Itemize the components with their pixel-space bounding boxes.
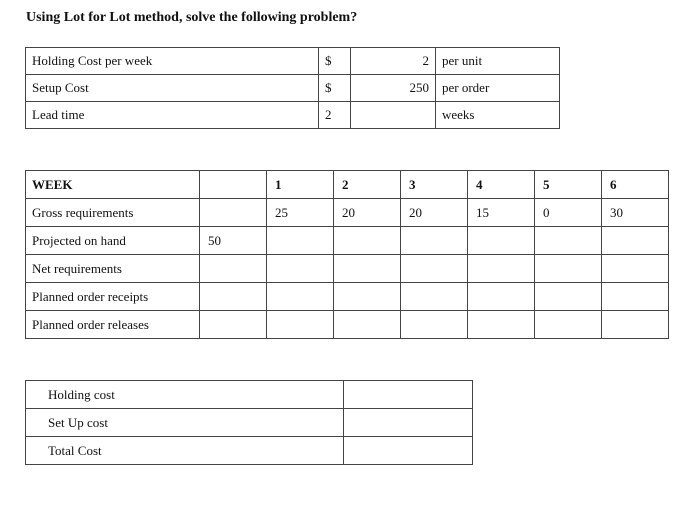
- initial-cell[interactable]: [200, 199, 267, 227]
- cost-row-setup: [26, 409, 473, 437]
- week-cell[interactable]: [401, 255, 468, 283]
- mrp-header-row: [26, 171, 669, 199]
- week-cell[interactable]: 20: [334, 199, 401, 227]
- week-cell[interactable]: [334, 283, 401, 311]
- week-cell[interactable]: [334, 255, 401, 283]
- week-cell[interactable]: [535, 227, 602, 255]
- cost-row-holding: [26, 381, 473, 409]
- week-number: 4: [468, 171, 535, 199]
- week-cell[interactable]: [468, 255, 535, 283]
- on-hand-header-cell: [200, 171, 267, 199]
- initial-cell[interactable]: [200, 311, 267, 339]
- week-cell[interactable]: [334, 227, 401, 255]
- param-row-holding: [26, 48, 560, 75]
- cost-label: Holding cost: [26, 381, 344, 409]
- param-row-setup: [26, 75, 560, 102]
- week-cell[interactable]: [602, 311, 669, 339]
- week-cell[interactable]: [468, 311, 535, 339]
- week-cell[interactable]: 15: [468, 199, 535, 227]
- mrp-row-planned-order-receipts: [26, 283, 669, 311]
- mrp-table: [25, 170, 669, 339]
- initial-cell[interactable]: 50: [200, 227, 267, 255]
- mrp-row-projected-on-hand: [26, 227, 669, 255]
- mrp-row-net-requirements: [26, 255, 669, 283]
- cost-label: Set Up cost: [26, 409, 344, 437]
- week-cell[interactable]: [602, 255, 669, 283]
- cost-summary-table: [25, 380, 473, 465]
- week-cell[interactable]: 20: [401, 199, 468, 227]
- week-cell[interactable]: [334, 311, 401, 339]
- week-number: 3: [401, 171, 468, 199]
- week-number: 1: [267, 171, 334, 199]
- param-unit: weeks: [436, 102, 560, 129]
- week-cell[interactable]: [267, 311, 334, 339]
- param-row-leadtime: [26, 102, 560, 129]
- week-cell[interactable]: [535, 311, 602, 339]
- row-label: Planned order receipts: [26, 283, 200, 311]
- page-title: Using Lot for Lot method, solve the following problem?: [26, 10, 358, 25]
- mrp-row-planned-order-releases: [26, 311, 669, 339]
- week-number: 2: [334, 171, 401, 199]
- param-value: 2: [351, 48, 436, 75]
- cost-row-total: [26, 437, 473, 465]
- week-cell[interactable]: [535, 255, 602, 283]
- cost-value-cell[interactable]: [344, 409, 473, 437]
- week-cell[interactable]: [535, 283, 602, 311]
- week-cell[interactable]: [267, 227, 334, 255]
- param-symbol: $: [319, 48, 351, 75]
- week-cell[interactable]: [401, 311, 468, 339]
- param-label: Lead time: [26, 102, 319, 129]
- row-label: Planned order releases: [26, 311, 200, 339]
- initial-cell[interactable]: [200, 255, 267, 283]
- param-unit: per unit: [436, 48, 560, 75]
- row-label: Projected on hand: [26, 227, 200, 255]
- parameters-table: [25, 47, 560, 129]
- week-cell[interactable]: [401, 227, 468, 255]
- week-cell[interactable]: [401, 283, 468, 311]
- week-cell[interactable]: [468, 283, 535, 311]
- week-cell[interactable]: [602, 227, 669, 255]
- param-label: Setup Cost: [26, 75, 319, 102]
- week-cell[interactable]: 25: [267, 199, 334, 227]
- cost-label: Total Cost: [26, 437, 344, 465]
- mrp-row-gross-requirements: [26, 199, 669, 227]
- param-value: [351, 102, 436, 129]
- week-cell[interactable]: 30: [602, 199, 669, 227]
- cost-value-cell[interactable]: [344, 381, 473, 409]
- week-cell[interactable]: [468, 227, 535, 255]
- cost-value-cell[interactable]: [344, 437, 473, 465]
- row-label: Gross requirements: [26, 199, 200, 227]
- week-header-label: WEEK: [26, 171, 200, 199]
- initial-cell[interactable]: [200, 283, 267, 311]
- week-cell[interactable]: 0: [535, 199, 602, 227]
- week-cell[interactable]: [267, 283, 334, 311]
- week-number: 6: [602, 171, 669, 199]
- param-label: Holding Cost per week: [26, 48, 319, 75]
- row-label: Net requirements: [26, 255, 200, 283]
- param-symbol: 2: [319, 102, 351, 129]
- week-cell[interactable]: [267, 255, 334, 283]
- param-value: 250: [351, 75, 436, 102]
- week-cell[interactable]: [602, 283, 669, 311]
- param-unit: per order: [436, 75, 560, 102]
- param-symbol: $: [319, 75, 351, 102]
- week-number: 5: [535, 171, 602, 199]
